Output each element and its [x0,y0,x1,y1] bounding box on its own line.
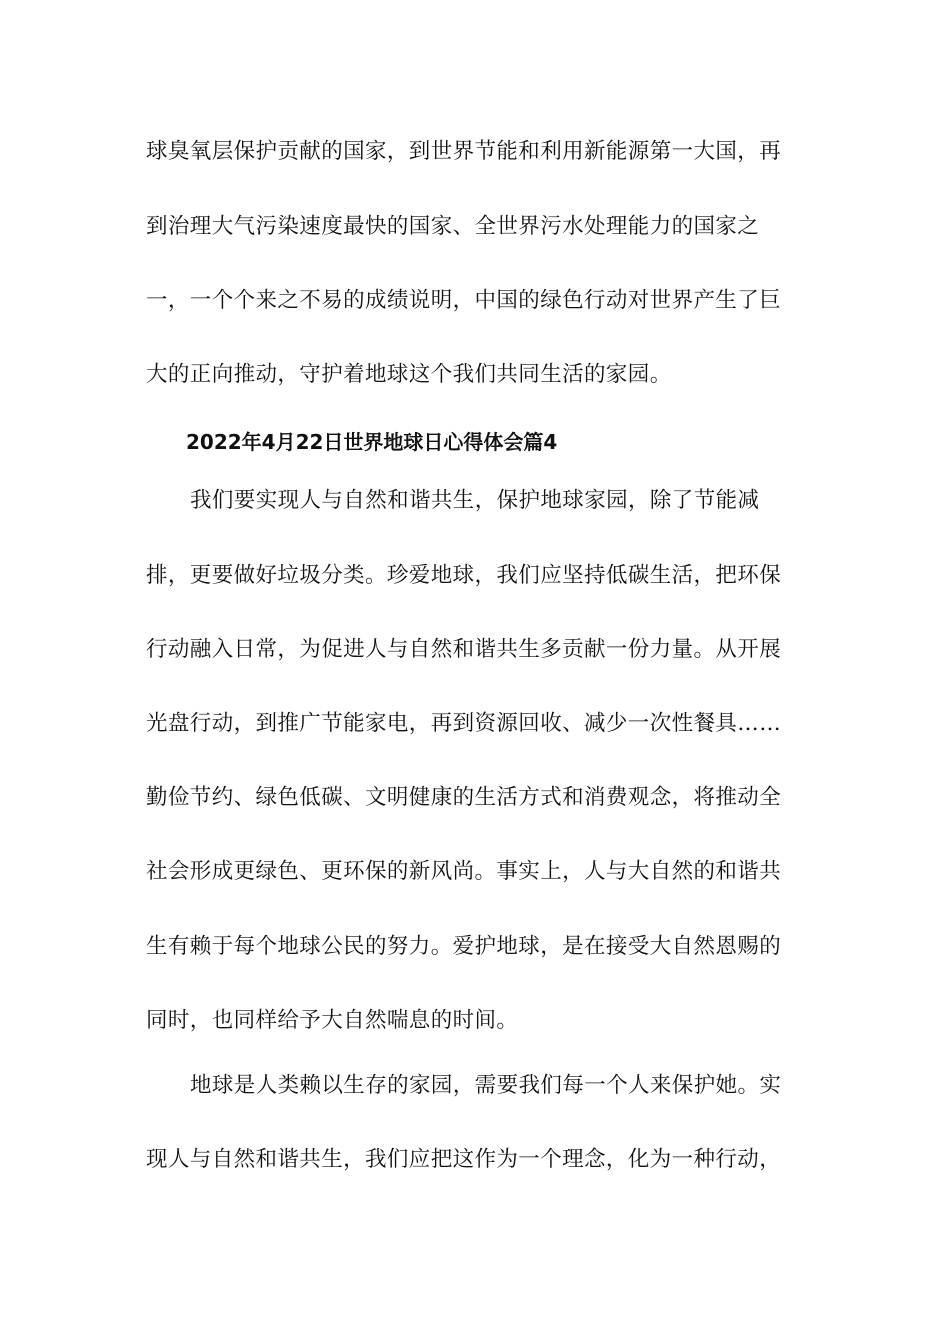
text-line: 排，更要做好垃圾分类。珍爱地球，我们应坚持低碳生活，把环保 [146,563,782,588]
text-line: 现人与自然和谐共生，我们应把这作为一个理念，化为一种行动， [146,1147,782,1172]
text-line: 社会形成更绿色、更环保的新风尚。事实上，人与大自然的和谐共 [146,859,782,884]
text-line: 到治理大气污染速度最快的国家、全世界污水处理能力的国家之 [146,214,760,239]
text-line: 光盘行动，到推广节能家电，再到资源回收、减少一次性餐具…… [146,711,782,736]
text-line: 地球是人类赖以生存的家园，需要我们每一个人来保护她。实 [190,1073,782,1098]
text-line: 同时，也同样给予大自然喘息的时间。 [146,1008,519,1033]
text-line: 行动融入日常，为促进人与自然和谐共生多贡献一份力量。从开展 [146,637,782,662]
text-line: 我们要实现人与自然和谐共生，保护地球家园，除了节能减 [190,488,760,513]
text-line: 勤俭节约、绿色低碳、文明健康的生活方式和消费观念，将推动全 [146,785,782,810]
text-line: 球臭氧层保护贡献的国家，到世界节能和利用新能源第一大国，再 [146,139,782,164]
text-line: 生有赖于每个地球公民的努力。爱护地球，是在接受大自然恩赐的 [146,934,782,959]
section-heading: 2022年4月22日世界地球日心得体会篇4 [186,430,558,454]
text-line: 一，一个个来之不易的成绩说明，中国的绿色行动对世界产生了巨 [146,288,782,313]
text-line: 大的正向推动，守护着地球这个我们共同生活的家园。 [146,362,672,387]
